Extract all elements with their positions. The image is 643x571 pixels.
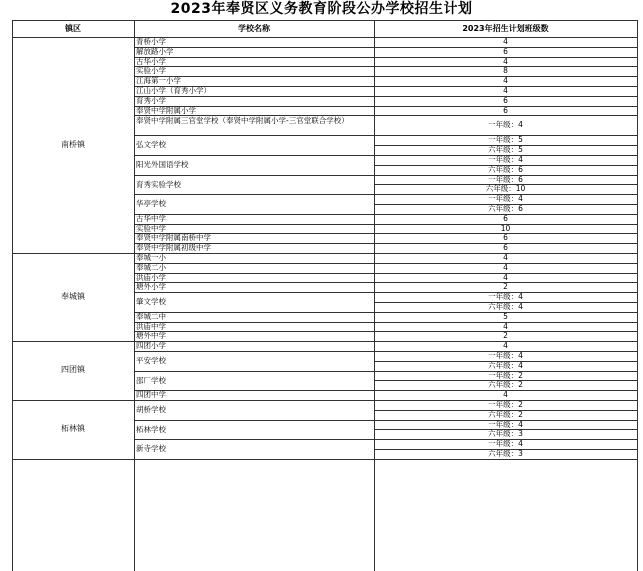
plan-value: 一年级：4	[488, 194, 523, 204]
plan-value: 4	[503, 56, 508, 66]
plan-value: 一年级：6	[488, 174, 523, 184]
plan-value: 6	[503, 46, 508, 56]
plan-value: 一年级：5	[488, 135, 523, 145]
plan-value: 4	[503, 390, 508, 400]
plan-value: 4	[503, 341, 508, 351]
plan-value: 一年级：4	[488, 120, 523, 130]
plan-value: 六年级：4	[488, 302, 523, 311]
school-name: 奉贤中学附属小学	[136, 105, 196, 115]
plan-value: 一年级：4	[488, 419, 523, 429]
plan-value: 6	[503, 233, 508, 243]
town-name: 柘林镇	[61, 424, 85, 433]
grid-line	[637, 20, 638, 571]
plan-value: 六年级：10	[485, 184, 526, 194]
plan-value: 六年级：5	[488, 145, 523, 155]
plan-value: 4	[503, 321, 508, 331]
plan-value: 一年级：4	[488, 155, 523, 164]
school-name: 弘文学校	[136, 140, 166, 150]
plan-value: 一年级：4	[488, 292, 523, 302]
school-name: 四团中学	[136, 390, 166, 400]
school-name: 青桥小学	[136, 37, 166, 46]
plan-value: 一年级：2	[488, 400, 523, 409]
plan-value: 4	[503, 272, 508, 282]
school-name: 洪庙小学	[136, 272, 166, 282]
plan-value: 六年级：4	[488, 360, 523, 370]
school-name: 塘外中学	[136, 331, 166, 341]
school-name: 江山小学（育秀小学）	[136, 86, 211, 95]
school-name: 柘林学校	[136, 424, 166, 434]
plan-value: 5	[503, 311, 508, 321]
school-name: 胡桥学校	[136, 405, 166, 414]
town-name: 南桥镇	[61, 140, 85, 149]
school-name: 奉贤中学附属初级中学	[136, 243, 211, 253]
school-name: 古华小学	[136, 56, 166, 66]
plan-value: 六年级：6	[488, 204, 523, 213]
plan-value: 6	[503, 243, 508, 253]
plan-value: 10	[500, 223, 511, 233]
school-name: 塘外小学	[136, 282, 166, 292]
plan-value: 2	[503, 331, 508, 341]
school-name: 平安学校	[136, 356, 166, 365]
plan-value: 一年级：4	[488, 351, 523, 360]
school-name: 阳光外国语学校	[136, 160, 189, 169]
plan-value: 六年级：2	[488, 380, 523, 390]
header-town: 镇区	[65, 24, 81, 33]
plan-value: 8	[503, 66, 508, 76]
school-name: 古华中学	[136, 213, 166, 223]
plan-value: 4	[503, 76, 508, 86]
school-name: 育秀实验学校	[136, 179, 181, 189]
school-name: 解放路小学	[136, 46, 174, 56]
grid-line	[374, 20, 375, 571]
town-name: 奉城镇	[61, 292, 85, 301]
grid-line	[12, 459, 637, 460]
plan-value: 4	[503, 37, 508, 46]
plan-value: 六年级：2	[488, 409, 523, 419]
school-name: 奉城二小	[136, 262, 166, 272]
plan-value: 六年级：6	[488, 164, 523, 174]
school-name: 实验小学	[136, 66, 166, 76]
school-name: 奉贤中学附属三官堂学校（奉贤中学附属小学-三官堂联合学校）	[136, 116, 349, 126]
school-name: 新寺学校	[136, 444, 166, 454]
plan-value: 六年级：3	[488, 449, 523, 458]
school-name: 奉贤中学附属南桥中学	[136, 233, 211, 243]
plan-value: 2	[503, 282, 508, 292]
plan-value: 一年级：2	[488, 370, 523, 380]
school-name: 江海第一小学	[136, 76, 181, 86]
plan-value: 6	[503, 105, 508, 115]
plan-value: 6	[503, 213, 508, 223]
grid-line	[134, 20, 135, 571]
school-name: 奉城一小	[136, 253, 166, 262]
school-name: 洪庙中学	[136, 321, 166, 331]
school-name: 实验中学	[136, 223, 166, 233]
plan-value: 六年级：3	[488, 429, 523, 439]
plan-value: 4	[503, 86, 508, 95]
school-name: 四团小学	[136, 341, 166, 351]
grid-line	[12, 20, 13, 571]
page-title: 2023年奉贤区义务教育阶段公办学校招生计划	[170, 1, 473, 17]
school-name: 育秀小学	[136, 95, 166, 105]
school-name: 邵厂学校	[136, 375, 166, 385]
school-name: 奉城二中	[136, 311, 166, 321]
school-name: 肇文学校	[136, 297, 166, 307]
plan-value: 4	[503, 262, 508, 272]
plan-value: 6	[503, 95, 508, 105]
header-school: 学校名称	[238, 24, 270, 33]
town-name: 四团镇	[61, 365, 85, 375]
plan-value: 一年级：4	[488, 439, 523, 449]
header-plan: 2023年招生计划班级数	[462, 24, 549, 33]
school-name: 华亭学校	[136, 199, 166, 209]
plan-value: 4	[503, 253, 508, 262]
